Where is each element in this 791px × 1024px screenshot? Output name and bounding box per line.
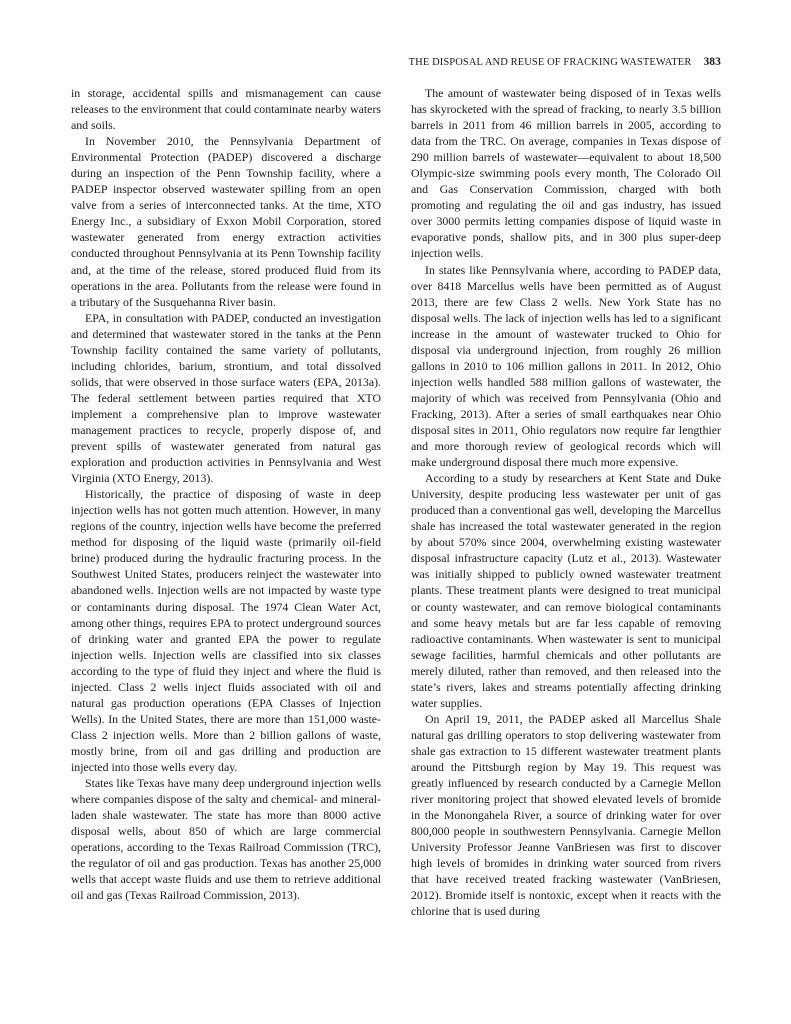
right-column bbox=[411, 85, 721, 919]
paragraph: States like Texas have many deep underground injection wells where companies dispose of the salty and chemical- and mineral-laden shale wastewater. The state has more than 8000 active disposal wells, about 850 of which are large commercial operations, according to the Texas Railroad Commission (TRC), the regulator of oil and gas production. Texas has another 25,000 wells that accept waste fluids and use them to retrieve additional oil and gas (Texas Railroad Commission, 2013). bbox=[71, 776, 381, 903]
running-head bbox=[409, 56, 721, 68]
paragraph: On April 19, 2011, the PADEP asked all Marcellus Shale natural gas drilling operators to stop delivering wastewater from shale gas extraction to 15 different wastewater treatment plants around the Pittsburgh region by May 19. This request was greatly influenced by research conducted by a Carnegie Mellon river monitoring project that showed elevated levels of bromide in the Monongahela River, a source of drinking water for over 800,000 people in southwestern Pennsylvania. Carnegie Mellon University Professor Jeanne VanBriesen was first to discover high levels of bromides in drinking water sourced from rivers that have received treated fracking wastewater (VanBriesen, 2012). Bromide itself is nontoxic, except when it reacts with the chlorine that is used during bbox=[411, 711, 721, 919]
paragraph: EPA, in consultation with PADEP, conducted an investigation and determined that wastewater stored in the tanks at the Penn Township facility contained the same variety of pollutants, including chlorides, barium, strontium, and total dissolved solids, that were observed in those surface waters (EPA, 2013a). The federal settlement between parties required that XTO implement a comprehensive plan to improve wastewater management practices to recycle, properly dispose of, and prevent spills of wastewater generated from natural gas exploration and production activities in Pennsylvania and West Virginia (XTO Energy, 2013). bbox=[71, 310, 381, 486]
paragraph: In November 2010, the Pennsylvania Department of Environmental Protection (PADEP) discovered a discharge during an inspection of the Penn Township facility, where a PADEP inspector observed wastewater spilling from an open valve from a series of interconnected tanks. At the time, XTO Energy Inc., a subsidiary of Exxon Mobil Corporation, stored wastewater generated from energy extraction activities conducted throughout Pennsylvania at its Penn Township facility and, at the time of the release, stored produced fluid from its operations in the area. Pollutants from the release were found in a tributary of the Susquehanna River basin. bbox=[71, 134, 381, 309]
paragraph: in storage, accidental spills and mismanagement can cause releases to the environment that could contaminate nearby waters and soils. bbox=[71, 86, 381, 133]
paragraph: Historically, the practice of disposing of waste in deep injection wells has not gotten much attention. However, in many regions of the country, injection wells have become the preferred method for disposing of the liquid waste (primarily oil-field brine) produced during the hydraulic fracturing process. In the Southwest United States, producers reinject the wastewater into abandoned wells. Injection wells are not impacted by waste type or contaminants during disposal. The 1974 Clean Water Act, among other things, requires EPA to protect underground sources of drinking water and granted EPA the power to regulate injection wells. Injection wells are classified into six classes according to the type of fluid they inject and where the fluid is injected. Class 2 wells inject fluids associated with oil and natural gas production operations (EPA Classes of Injection Wells). In the United States, there are more than 151,000 waste-Class 2 injection wells. More than 2 billion gallons of waste, mostly brine, from oil and gas drilling and production are injected into those wells every day. bbox=[71, 487, 381, 774]
left-column bbox=[71, 85, 381, 903]
paragraph: In states like Pennsylvania where, according to PADEP data, over 8418 Marcellus wells have been permitted as of August 2013, there are few Class 2 wells. New York State has no disposal wells. The lack of injection wells has led to a significant increase in the amount of wastewater trucked to Ohio for disposal via underground injection, from roughly 26 million gallons in 2010 to 106 million gallons in 2011. In 2012, Ohio injection wells handled 588 million gallons of wastewater, the majority of which was received from Pennsylvania (Ohio and Fracking, 2013). After a series of small earthquakes near Ohio disposal sites in 2011, Ohio regulators now require far lengthier and more thorough review of geological records which will make underground disposal there much more expensive. bbox=[411, 262, 721, 470]
page-number: 383 bbox=[703, 56, 721, 68]
paragraph: According to a study by researchers at Kent State and Duke University, despite producing less wastewater per unit of gas produced than a conventional gas well, developing the Marcellus shale has increased the total wastewater generated in the region by about 570% since 2004, overwhelming existing wastewater disposal infrastructure capacity (Lutz et al., 2013). Wastewater was initially shipped to publicly owned wastewater treatment plants. These treatment plants were designed to treat municipal or county wastewater, and can remove biological contaminants and some heavy metals but are far less capable of removing radioactive contaminants. When wastewater is sent to municipal sewage facilities, harmful chemicals and other pollutants are merely diluted, rather than removed, and then released into the state’s rivers, lakes and streams potentially affecting drinking water supplies. bbox=[411, 471, 721, 710]
running-title: THE DISPOSAL AND REUSE OF FRACKING WASTEWATER bbox=[408, 57, 692, 68]
paragraph: The amount of wastewater being disposed of in Texas wells has skyrocketed with the spread of fracking, to nearly 3.5 billion barrels in 2011 from 46 million barrels in 2005, according to data from the TRC. On average, companies in Texas dispose of 290 million barrels of wastewater—equivalent to about 18,500 Olympic-size swimming pools every month, The Colorado Oil and Gas Conservation Commission, charged with both promoting and regulating the oil and gas industry, has issued over 3000 permits letting companies dispose of liquid waste in evaporative ponds, shallow pits, and in 300 plus super-deep injection wells. bbox=[411, 86, 721, 261]
